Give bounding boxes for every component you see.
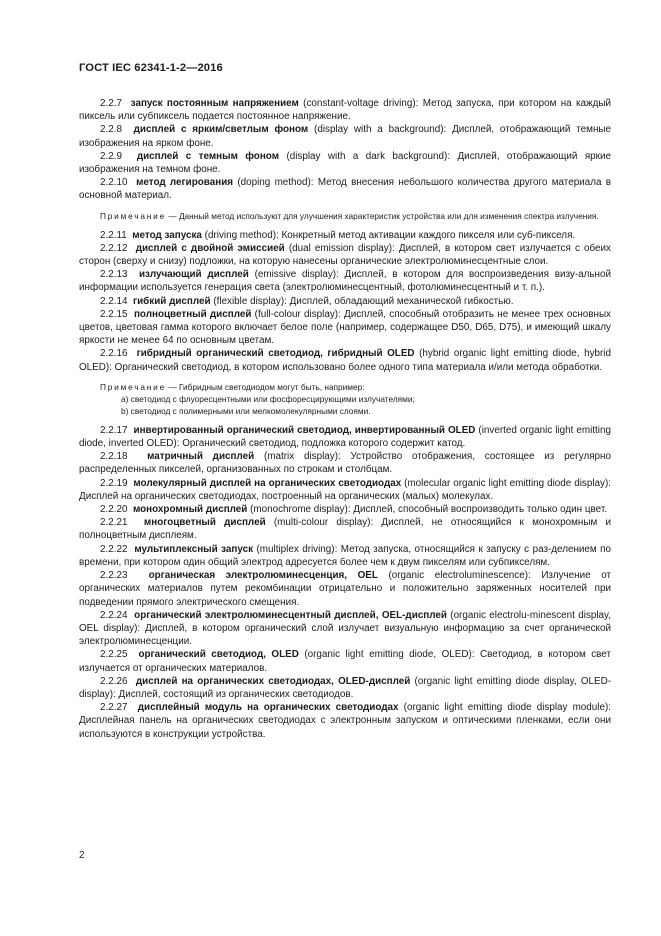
term-number: 2.2.16	[100, 348, 128, 360]
term-title: излучающий дисплей	[138, 269, 249, 281]
note-label: Примечание	[100, 381, 167, 392]
term-number: 2.2.11	[100, 229, 127, 241]
term-entry	[79, 609, 611, 649]
term-entry	[79, 569, 611, 609]
note-text: — Данный метод используют для улучшения характеристик устройства или для изменения спектра излучения.	[166, 210, 599, 221]
term-number: 2.2.8	[100, 124, 122, 136]
term-title: гибкий дисплей	[132, 295, 211, 307]
term-entry	[79, 701, 611, 741]
note	[79, 210, 611, 222]
term-number: 2.2.23	[100, 570, 128, 582]
term-definition: (organic light emitting diode, OLED): Светодиод, в котором свет излучается от органических материалов.	[79, 649, 611, 674]
term-title: полноцветный дисплей	[133, 308, 252, 320]
term-title: органическая электролюминесценция, OEL	[148, 570, 378, 582]
term-definition: (emissive display): Дисплей, в котором для воспроизведения визу-альной информации используется генерация света (электролюминесцентный, фотолюминесцентный и т. п.).	[79, 269, 611, 294]
main-content	[79, 97, 611, 741]
term-definition: (doping method): Метод внесения небольшого количества другого материала в основной материал.	[79, 177, 611, 202]
note-list-item: b) светодиод с полимерными или мелкомолекулярными слоями.	[121, 405, 371, 416]
term-definition: (multi-colour display): Дисплей, не относящийся к монохромным и полноцветным дисплеям.	[79, 517, 611, 542]
term-title: метод запуска	[132, 229, 202, 241]
term-number: 2.2.9	[100, 150, 122, 162]
term-number: 2.2.15	[100, 308, 128, 320]
term-number: 2.2.14	[100, 295, 128, 307]
term-definition: (multiplex driving): Метод запуска, относящийся к запуску с раз-делением по времени, при котором один общий электрод адресуется более чем к двум пикселям или субпикселям.	[79, 543, 611, 568]
term-number: 2.2.10	[100, 177, 128, 189]
term-title: дисплей с темным фоном	[136, 150, 280, 162]
term-title: дисплейный модуль на органических светодиодах	[137, 702, 399, 714]
term-entry	[79, 516, 611, 542]
term-title: монохромный дисплей	[132, 504, 248, 516]
term-title: метод легирования	[136, 177, 234, 189]
term-definition: (inverted organic light emitting diode, inverted OLED): Органический светодиод, подложка которого содержит катод.	[79, 424, 611, 450]
note-list-item: a) светодиод с флуоресцентными или фосфоресцирующими излучателями;	[121, 393, 415, 404]
term-definition: (constant-voltage driving): Метод запуска, при котором на каждый пиксель или субпиксель подается постоянное напряжение.	[79, 98, 611, 123]
term-definition: (organic light emitting diode display module): Дисплейная панель на органических светодиодах с электронным запуском и оптическими пленками, если они используются в конструкции устройства.	[79, 702, 612, 740]
term-definition: (organic electrolu-minescent display, OEL display): Дисплей, в котором органический слой излучает визуальную информацию за счет органической электролюминесценции.	[79, 609, 612, 648]
term-entry	[79, 648, 611, 674]
note-block	[79, 210, 611, 222]
term-number: 2.2.17	[100, 424, 128, 436]
term-entry	[79, 450, 611, 476]
term-number: 2.2.18	[100, 451, 128, 463]
term-title: мультиплексный запуск	[134, 543, 254, 555]
term-entry	[79, 97, 611, 123]
term-number: 2.2.26	[100, 675, 128, 687]
term-number: 2.2.20	[100, 504, 128, 516]
term-entry	[79, 347, 611, 373]
note	[79, 381, 611, 393]
term-entry	[79, 150, 611, 176]
term-definition: (display with a dark background): Дисплей, отображающий яркие изображения на темном фоне.	[79, 150, 611, 176]
term-definition: (display with a background): Дисплей, отображающий темные изображения на ярком фоне.	[79, 124, 611, 149]
term-number: 2.2.25	[100, 649, 128, 661]
page-number: 2	[79, 850, 85, 861]
term-title: гибридный органический светодиод, гибридный OLED	[136, 348, 415, 360]
term-title: органический электролюминесцентный дисплей, OEL-дисплей	[134, 609, 447, 621]
term-number: 2.2.22	[100, 543, 128, 555]
note-label: Примечание	[100, 210, 167, 221]
term-entry	[79, 229, 611, 242]
term-number: 2.2.24	[100, 609, 128, 621]
term-definition: (monochrome display): Дисплей, способный воспроизводить только один цвет.	[247, 504, 607, 516]
term-definition: (organic light emitting diode display, OLED-display): Дисплей, состоящий из органических светодиодов.	[79, 675, 612, 700]
standard-header: ГОСТ IEC 62341-1-2—2016	[79, 62, 223, 74]
term-number: 2.2.13	[100, 269, 128, 281]
term-entry	[79, 242, 611, 268]
term-number: 2.2.7	[100, 98, 122, 109]
term-definition: (dual emission display): Дисплей, в котором свет излучается с обеих сторон (сверху и снизу) подложки, на которую нанесены органические электролюминесцентные слои.	[79, 242, 611, 268]
term-entry	[79, 675, 611, 701]
term-title: дисплей на органических светодиодах, OLED-дисплей	[135, 675, 411, 687]
term-title: органический светодиод, OLED	[138, 649, 299, 661]
term-entry	[79, 176, 611, 202]
term-title: дисплей с двойной эмиссией	[135, 242, 285, 254]
term-entry	[79, 543, 611, 569]
term-definition: (driving method): Конкретный метод активации каждого пикселя или суб-пикселя.	[201, 229, 576, 241]
term-title: многоцветный дисплей	[143, 517, 266, 529]
term-number: 2.2.12	[100, 242, 128, 254]
term-definition: (hybrid organic light emitting diode, hybrid OLED): Органический светодиод, в котором использовано более одного типа материала и/или метода обработки.	[79, 348, 611, 373]
term-title: инвертированный органический светодиод, инвертированный OLED	[133, 424, 476, 436]
term-definition: (organic electroluminescence): Излучение от органических материалов путем рекомбинации отрицательно и положительно заряженных носителей при подведении прямого электрического смещения.	[79, 570, 611, 608]
term-title: матричный дисплей	[147, 451, 255, 463]
term-entry	[79, 424, 611, 450]
term-entry	[79, 503, 611, 516]
term-entry	[79, 308, 611, 348]
term-definition: (molecular organic light emitting diode display): Дисплей на органических светодиодах, построенный на органических (малых) молекулах.	[79, 477, 611, 502]
term-entry	[79, 123, 611, 149]
term-definition: (matrix display): Устройство отображения, состоящее из регулярно распределенных пикселей, организованных по строкам и столбцам.	[79, 451, 611, 476]
term-definition: (flexible display): Дисплей, обладающий механической гибкостью.	[210, 295, 514, 307]
note-block	[79, 381, 611, 417]
term-definition: (full-colour display): Дисплей, способный отобразить не менее трех основных цветов, цветовая гамма которого включает белое поле (например, содержащее D50, D65, D75), и имеющий шкалу яркости не менее 64 по основным цветам.	[79, 308, 611, 347]
term-number: 2.2.21	[100, 517, 128, 529]
term-title: запуск постоянным напряжением	[130, 98, 299, 109]
term-entry	[79, 477, 611, 503]
term-title: молекулярный дисплей на органических светодиодах	[133, 477, 402, 489]
term-title: дисплей с ярким/светлым фоном	[133, 124, 309, 136]
term-entry	[79, 268, 611, 294]
term-number: 2.2.19	[100, 477, 128, 489]
note-text: — Гибридным светодиодом могут быть, например:	[166, 381, 365, 392]
term-entry	[79, 295, 611, 308]
term-number: 2.2.27	[100, 702, 128, 714]
